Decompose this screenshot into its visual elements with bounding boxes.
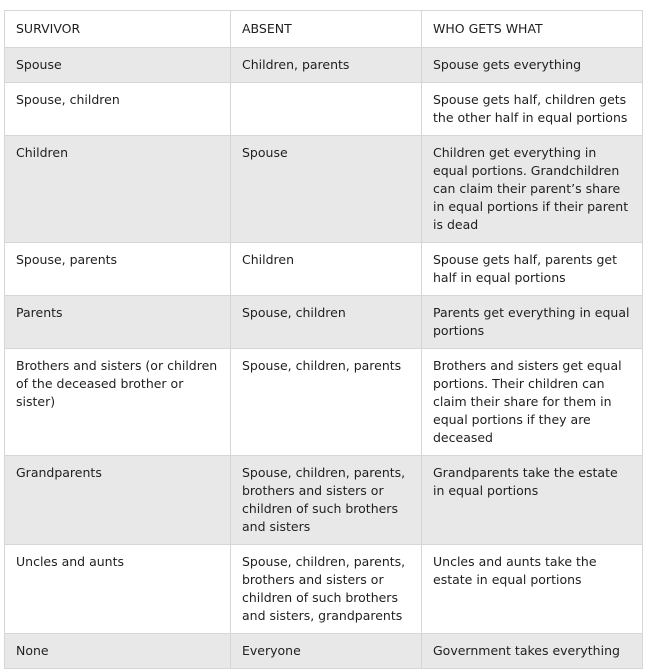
cell-who-gets-what: Uncles and aunts take the estate in equal portions bbox=[422, 545, 643, 634]
cell-who-gets-what: Parents get everything in equal portions bbox=[422, 296, 643, 349]
cell-who-gets-what: Brothers and sisters get equal portions. Their children can claim their share for them in equal portions if they are deceased bbox=[422, 349, 643, 456]
table-row bbox=[5, 48, 643, 83]
cell-survivor: Uncles and aunts bbox=[5, 545, 231, 634]
inheritance-table bbox=[4, 10, 643, 669]
cell-absent: Spouse, children, parents, brothers and sisters or children of such brothers and sisters, grandparents bbox=[231, 545, 422, 634]
cell-survivor: Parents bbox=[5, 296, 231, 349]
cell-absent bbox=[231, 83, 422, 136]
cell-who-gets-what: Grandparents take the estate in equal portions bbox=[422, 456, 643, 545]
cell-survivor: Spouse, parents bbox=[5, 243, 231, 296]
cell-absent: Children, parents bbox=[231, 48, 422, 83]
table-header-row bbox=[5, 11, 643, 48]
cell-survivor: None bbox=[5, 634, 231, 669]
cell-who-gets-what: Spouse gets everything bbox=[422, 48, 643, 83]
cell-survivor: Grandparents bbox=[5, 456, 231, 545]
cell-who-gets-what: Children get everything in equal portions. Grandchildren can claim their parent’s share in equal portions if their parent is dead bbox=[422, 136, 643, 243]
table-row bbox=[5, 296, 643, 349]
header-survivor: SURVIVOR bbox=[5, 11, 231, 48]
cell-who-gets-what: Spouse gets half, parents get half in equal portions bbox=[422, 243, 643, 296]
table-row bbox=[5, 243, 643, 296]
cell-who-gets-what: Government takes everything bbox=[422, 634, 643, 669]
cell-absent: Spouse bbox=[231, 136, 422, 243]
cell-survivor: Brothers and sisters (or children of the deceased brother or sister) bbox=[5, 349, 231, 456]
cell-absent: Spouse, children, parents bbox=[231, 349, 422, 456]
cell-absent: Children bbox=[231, 243, 422, 296]
inheritance-table-container bbox=[4, 10, 642, 669]
cell-who-gets-what: Spouse gets half, children gets the other half in equal portions bbox=[422, 83, 643, 136]
table-row bbox=[5, 634, 643, 669]
cell-absent: Everyone bbox=[231, 634, 422, 669]
cell-absent: Spouse, children bbox=[231, 296, 422, 349]
cell-survivor: Spouse, children bbox=[5, 83, 231, 136]
cell-survivor: Children bbox=[5, 136, 231, 243]
table-row bbox=[5, 545, 643, 634]
table-row bbox=[5, 456, 643, 545]
cell-survivor: Spouse bbox=[5, 48, 231, 83]
header-absent: ABSENT bbox=[231, 11, 422, 48]
cell-absent: Spouse, children, parents, brothers and sisters or children of such brothers and sisters bbox=[231, 456, 422, 545]
table-row bbox=[5, 349, 643, 456]
table-row bbox=[5, 83, 643, 136]
header-who-gets-what: WHO GETS WHAT bbox=[422, 11, 643, 48]
table-row bbox=[5, 136, 643, 243]
